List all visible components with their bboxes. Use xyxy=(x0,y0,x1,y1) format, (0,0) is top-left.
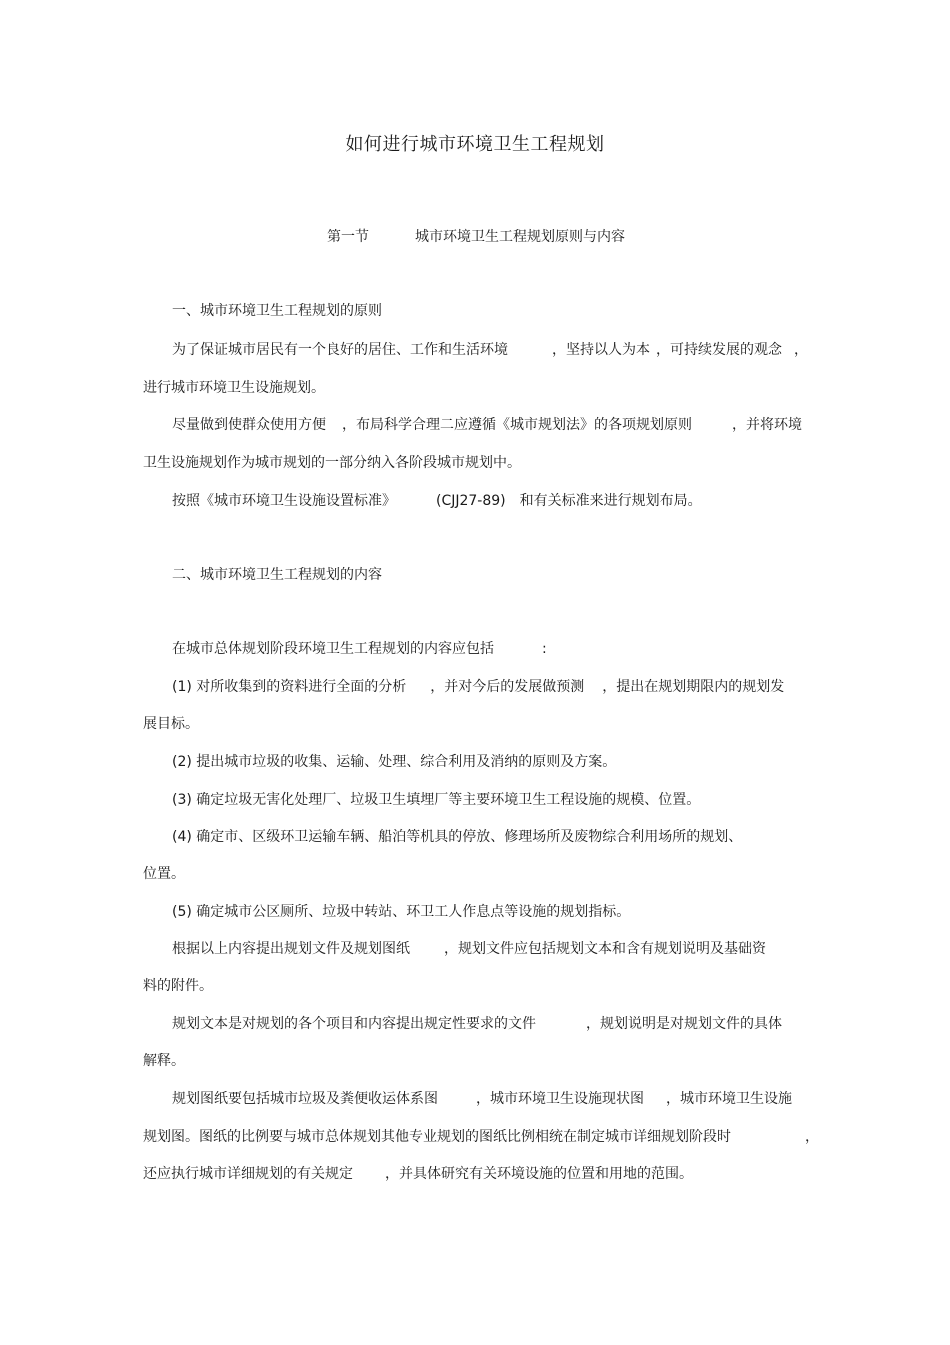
section-number: 第一节 xyxy=(327,229,369,245)
list-item-4-line-2: 位置。 xyxy=(143,866,185,882)
document-title: 如何进行城市环境卫生工程规划 xyxy=(345,134,605,155)
section-name: 城市环境卫生工程规划原则与内容 xyxy=(415,229,625,245)
text-span: ，规划文件应包括规划文本和含有规划说明及基础资 xyxy=(444,941,766,957)
paragraph-5-line-1 xyxy=(172,938,766,958)
text-span: 还应执行城市详细规划的有关规定 xyxy=(143,1166,353,1182)
text-span: ， xyxy=(794,342,808,358)
paragraph-2-line-1 xyxy=(172,414,802,434)
section-heading xyxy=(327,226,625,246)
paragraph-6-line-2: 解释。 xyxy=(143,1053,185,1069)
text-span: ，布局科学合理二应遵循《城市规划法》的各项规划原则 xyxy=(342,417,692,433)
text-span: ，并对今后的发展做预测 xyxy=(430,679,585,695)
text-span: ，并具体研究有关环境设施的位置和用地的范围。 xyxy=(385,1166,693,1182)
text-span: ，城市环境卫生设施现状图 xyxy=(476,1091,644,1107)
paragraph-2-line-2: 卫生设施规划作为城市规划的一部分纳入各阶段城市规划中。 xyxy=(143,455,521,471)
text-span: ，可持续发展的观念 xyxy=(656,342,782,358)
text-span: 根据以上内容提出规划文件及规划图纸 xyxy=(172,941,410,957)
text-span: 在城市总体规划阶段环境卫生工程规划的内容应包括 xyxy=(172,641,494,657)
text-span: ，规划说明是对规划文件的具体 xyxy=(586,1016,782,1032)
list-item-4-line-1: (4) 确定市、区级环卫运输车辆、船泊等机具的停放、修理场所及废物综合利用场所的规划、 xyxy=(172,829,743,845)
text-span: 为了保证城市居民有一个良好的居住、工作和生活环境 xyxy=(172,342,508,358)
heading-contents: 二、城市环境卫生工程规划的内容 xyxy=(172,567,382,583)
text-span: 规划图纸要包括城市垃圾及粪便收运体系图 xyxy=(172,1091,438,1107)
paragraph-7-line-1 xyxy=(172,1088,792,1108)
paragraph-7-line-2 xyxy=(143,1126,819,1146)
text-span: ，并将环境 xyxy=(732,417,802,433)
standard-code: (CJJ27-89) xyxy=(436,493,506,509)
paragraph-4 xyxy=(172,638,547,658)
text-span: 规划图。图纸的比例要与城市总体规划其他专业规划的图纸比例相统在制定城市详细规划阶段时 xyxy=(143,1129,731,1145)
paragraph-1-line-2: 进行城市环境卫生设施规划。 xyxy=(143,380,325,396)
list-item-1-line-2: 展目标。 xyxy=(143,716,199,732)
text-span: : xyxy=(542,641,547,657)
paragraph-6-line-1 xyxy=(172,1013,782,1033)
paragraph-7-line-3 xyxy=(143,1163,693,1183)
paragraph-3 xyxy=(172,490,702,510)
text-span: ，城市环境卫生设施 xyxy=(666,1091,792,1107)
text-span: ，提出在规划期限内的规划发 xyxy=(602,679,785,695)
text-span: 规划文本是对规划的各个项目和内容提出规定性要求的文件 xyxy=(172,1016,536,1032)
paragraph-5-line-2: 料的附件。 xyxy=(143,978,213,994)
list-item-2: (2) 提出城市垃圾的收集、运输、处理、综合利用及消纳的原则及方案。 xyxy=(172,754,617,770)
list-item-3: (3) 确定垃圾无害化处理厂、垃圾卫生填埋厂等主要环境卫生工程设施的规模、位置。 xyxy=(172,792,701,808)
heading-principles: 一、城市环境卫生工程规划的原则 xyxy=(172,303,382,319)
text-span: 和有关标准来进行规划布局。 xyxy=(519,493,702,509)
text-span: ，坚持以人为本 xyxy=(552,342,650,358)
paragraph-1-line-1 xyxy=(172,339,808,359)
list-item-1-line-1 xyxy=(172,676,784,696)
text-span: ， xyxy=(805,1129,819,1145)
text-span: 尽量做到使群众使用方便 xyxy=(172,417,326,433)
text-span: (1) 对所收集到的资料进行全面的分析 xyxy=(172,679,407,695)
text-span: 按照《城市环境卫生设施设置标准》 xyxy=(172,493,396,509)
list-item-5: (5) 确定城市公区厕所、垃圾中转站、环卫工人作息点等设施的规划指标。 xyxy=(172,904,631,920)
